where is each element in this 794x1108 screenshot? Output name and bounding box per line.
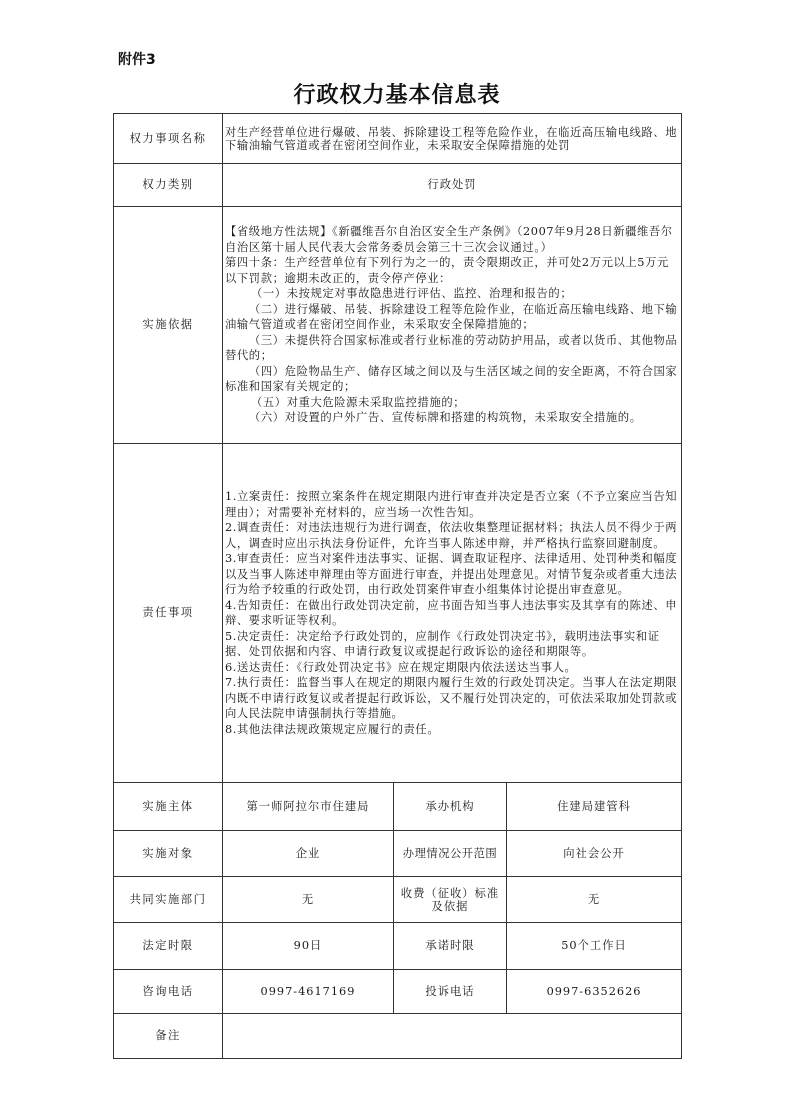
responsibility-item: 5.决定责任：决定给予行政处罚的，应制作《行政处罚决定书》，载明违法事实和证据、处罚依据和内容、申请行政复议或提起行政诉讼的途径和期限等。 — [225, 629, 660, 658]
basis-clause: （四）危险物品生产、储存区域之间以及与生活区域之间的安全距离，不符合国家标准和国家有关规定的； — [225, 364, 678, 394]
target-value: 企业 — [223, 831, 394, 877]
consult-phone-label: 咨询电话 — [114, 970, 223, 1014]
fee-standard-label: 收费（征收）标准及依据 — [394, 877, 507, 923]
responsibility-item: 1.立案责任：按照立案条件在规定期限内进行审查并决定是否立案（不予立案应当告知理由）；对需要补充材料的，应当场一次性告知。 — [225, 490, 678, 519]
page-title: 行政权力基本信息表 — [293, 82, 501, 108]
power-name-label: 权力事项名称 — [114, 114, 223, 164]
power-name-value: 对生产经营单位进行爆破、吊装、拆除建设工程等危险作业，在临近高压输电线路、地下输油输气管道或者在密闭空间作业，未采取安全保障措施的处罚 — [223, 114, 682, 164]
row-joint-dept — [114, 877, 682, 923]
responsibility-item: 8.其他法律法规政策规定应履行的责任。 — [225, 722, 440, 736]
basis-clause: （三）未提供符合国家标准或者行业标准的劳动防护用品，或者以货币、其他物品替代的； — [225, 333, 678, 363]
complaint-phone-label: 投诉电话 — [394, 970, 507, 1014]
responsibility-item: 7.执行责任：监督当事人在规定的期限内履行生效的行政处罚决定。当事人在法定期限内既不申请行政复议或者提起行政诉讼，又不履行处罚决定的，可依法采取加处罚款或向人民法院申请强制执行等措施。 — [225, 676, 678, 720]
promised-time-limit-label: 承诺时限 — [394, 923, 507, 970]
disclosure-scope-value: 向社会公开 — [507, 831, 682, 877]
disclosure-scope-label: 办理情况公开范围 — [394, 831, 507, 877]
power-category-value: 行政处罚 — [223, 164, 682, 207]
row-phone — [114, 970, 682, 1014]
power-category-label: 权力类别 — [114, 164, 223, 207]
row-basis — [114, 207, 682, 444]
row-subject — [114, 783, 682, 831]
joint-dept-value: 无 — [223, 877, 394, 923]
remarks-label: 备注 — [114, 1014, 223, 1059]
row-power-category — [114, 164, 682, 207]
consult-phone-value: 0997-4617169 — [223, 970, 394, 1014]
row-target — [114, 831, 682, 877]
promised-time-limit-value: 50个工作日 — [507, 923, 682, 970]
legal-time-limit-label: 法定时限 — [114, 923, 223, 970]
subject-value: 第一师阿拉尔市住建局 — [223, 783, 394, 831]
basis-clause: （二）进行爆破、吊装、拆除建设工程等危险作业，在临近高压输电线路、地下输油输气管道或者在密闭空间作业，未采取安全保障措施的； — [225, 302, 678, 332]
target-label: 实施对象 — [114, 831, 223, 877]
info-table — [113, 113, 682, 1059]
responsibilities-label: 责任事项 — [114, 444, 223, 783]
fee-standard-value: 无 — [507, 877, 682, 923]
basis-clause: （五）对重大危险源未采取监控措施的； — [251, 395, 466, 409]
basis-content — [223, 207, 682, 444]
responsibility-item: 6.送达责任：《行政处罚决定书》应在规定期限内依法送达当事人。 — [225, 660, 577, 674]
responsibilities-content — [223, 444, 682, 783]
basis-paragraph: 第四十条：生产经营单位有下列行为之一的，责令限期改正，并可处2万元以上5万元以下罚款；逾期未改正的，责令停产停业： — [225, 256, 669, 285]
responsibility-item: 2.调查责任：对违法违规行为进行调查，依法收集整理证据材料；执法人员不得少于两人，调查时应出示执法身份证件，允许当事人陈述申辩，并严格执行监察回避制度。 — [225, 521, 678, 550]
responsibility-item: 4.告知责任：在做出行政处罚决定前，应书面告知当事人违法事实及其享有的陈述、申辩、要求听证等权利。 — [225, 598, 678, 627]
basis-label: 实施依据 — [114, 207, 223, 444]
joint-dept-label: 共同实施部门 — [114, 877, 223, 923]
row-responsibilities — [114, 444, 682, 783]
basis-clause: （六）对设置的户外广告、宣传标牌和搭建的构筑物，未采取安全措施的。 — [249, 411, 642, 425]
undertaking-org-value: 住建局建管科 — [507, 783, 682, 831]
responsibility-item: 3.审查责任：应当对案件违法事实、证据、调查取证程序、法律适用、处罚种类和幅度以及当事人陈述申辩理由等方面进行审查，并提出处理意见。对情节复杂或者重大违法行为给予较重的行政处罚，由行政处罚案件审查小组集体讨论提出审查意见。 — [225, 552, 678, 596]
remarks-value — [223, 1014, 682, 1059]
subject-label: 实施主体 — [114, 783, 223, 831]
complaint-phone-value: 0997-6352626 — [507, 970, 682, 1014]
basis-clause: （一）未按规定对事故隐患进行评估、监控、治理和报告的； — [251, 287, 573, 301]
row-remarks — [114, 1014, 682, 1059]
legal-time-limit-value: 90日 — [223, 923, 394, 970]
undertaking-org-label: 承办机构 — [394, 783, 507, 831]
attachment-label: 附件3 — [118, 52, 156, 68]
basis-paragraph: 【省级地方性法规】《新疆维吾尔自治区安全生产条例》（2007年9月28日新疆维吾尔自治区第十届人民代表大会常务委员会第三十三次会议通过。） — [225, 225, 673, 254]
row-time-limit — [114, 923, 682, 970]
row-power-name — [114, 114, 682, 164]
